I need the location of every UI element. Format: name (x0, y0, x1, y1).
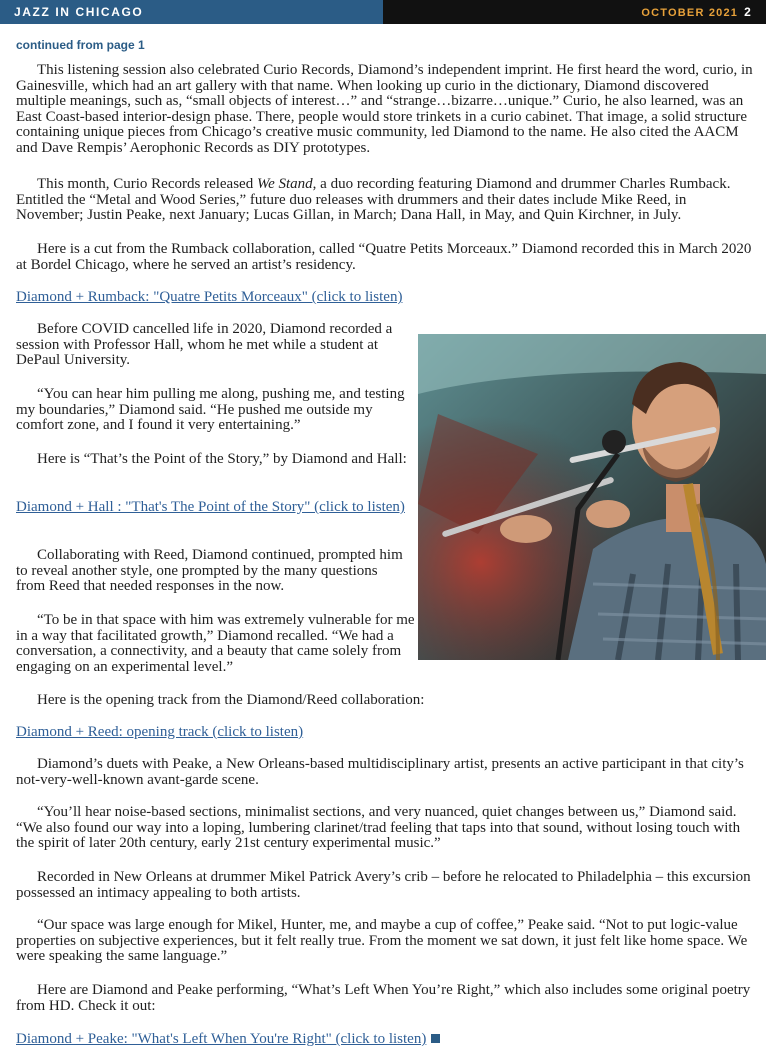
photo-illustration (418, 334, 766, 660)
paragraph-peake-duets: Diamond’s duets with Peake, a New Orleans-based multidisciplinary artist, presents an active participant in that city’s not-very-well-known avant-garde scene. (16, 756, 744, 788)
we-stand-text-before: This month, Curio Records released (37, 176, 257, 192)
paragraph-hall-intro: Here is “That’s the Point of the Story,” by Diamond and Hall: (37, 451, 407, 467)
end-of-article-icon (431, 1034, 440, 1043)
paragraph-hall-session: Before COVID cancelled life in 2020, Diamond recorded a session with Professor Hall, whom he met while a student at DePaul University. (16, 321, 393, 368)
peake-listen-link[interactable]: Diamond + Peake: "What's Left When You're Right" (click to listen) (16, 1031, 427, 1047)
issue-date: OCTOBER 2021 (641, 7, 739, 19)
paragraph-reed-quote: “To be in that space with him was extremely vulnerable for me in a way that facilitated growth,” Diamond recalled. “We had a conversation, a connectivity, and a beauty that came solely from engaging on an experimental level.” (16, 612, 415, 675)
paragraph-hall-quote: “You can hear him pulling me along, pushing me, and testing my boundaries,” Diamond said. “He pushed me outside my comfort zone, and I found it very entertaining.” (16, 386, 405, 433)
paragraph-reed-opening: Here is the opening track from the Diamond/Reed collaboration: (37, 692, 425, 708)
section-title: JAZZ IN CHICAGO (0, 0, 383, 24)
hall-listen-link[interactable]: Diamond + Hall : "That's The Point of the Story" (click to listen) (16, 499, 405, 515)
reed-listen-link[interactable]: Diamond + Reed: opening track (click to listen) (16, 724, 304, 740)
continued-label: continued from page 1 (16, 38, 145, 52)
paragraph-peake-quote: “Our space was large enough for Mikel, Hunter, me, and maybe a cup of coffee,” Peake said. “Not to put logic-value properties on subjective experiences, but it felt really true. From the moment we sat down, it just felt like home space. We were speaking the same language.” (16, 917, 748, 964)
page-header (0, 0, 766, 24)
paragraph-peake-quote-diamond: “You’ll hear noise-based sections, minimalist sections, and very nuanced, quiet changes between us,” Diamond said. “We also found our way into a loping, lumbering clarinet/trad feeling that taps into that sound, without losing touch with the spirit of later 20th century, early 21st century experimental music.” (16, 804, 741, 851)
paragraph-new-orleans: Recorded in New Orleans at drummer Mikel Patrick Avery’s crib – before he relocated to Philadelphia – this excursion possessed an intimacy appealing to both artists. (16, 869, 751, 901)
paragraph-curio-records: This listening session also celebrated Curio Records, Diamond’s independent imprint. He first heard the word, curio, in Gainesville, which had an art gallery with that name. When looking up curio in the dictionary, Diamond discovered multiple meanings, such as, “small objects of interest…” and “strange…bizarre…unique.” Curio, he also learned, was an East Coast-based interior-design phase. There, people would store trinkets in a curio cabinet. That image, a solid structure containing unique pieces from Chicago’s creative music community, led Diamond to the name. He also cited the AACM and Dave Rempis’ Aerophonic Records as DIY prototypes. (16, 62, 753, 156)
paragraph-rumback-cut: Here is a cut from the Rumback collaboration, called “Quatre Petits Morceaux.” Diamond recorded this in March 2020 at Bordel Chicago, where he served an artist’s residency. (16, 241, 752, 273)
rumback-listen-link[interactable]: Diamond + Rumback: "Quatre Petits Morceaux" (click to listen) (16, 289, 403, 305)
peake-link-row (16, 1031, 716, 1048)
album-title: We Stand (256, 176, 313, 192)
we-stand-text-after: , a duo recording featuring Diamond and drummer Charles Rumback. Entitled the “Metal and Wood Series,” future duo releases with drummers and their dates include Mike Reed, in November; Justin Peake, next January; Lucas Gillan, in March; Dana Hall, in May, and Quin Kirchner, in July. (16, 176, 731, 223)
paragraph-reed-style: Collaborating with Reed, Diamond continued, prompted him to reveal another style, one prompted by the many questions from Reed that needed responses in the now. (16, 547, 403, 594)
paragraph-peake-performing: Here are Diamond and Peake performing, “What’s Left When You’re Right,” which also includes some original poetry from HD. Check it out: (16, 982, 751, 1014)
page-number: 2 (744, 5, 752, 19)
paragraph-we-stand (16, 177, 756, 224)
performer-photo (418, 334, 766, 660)
issue-info (383, 0, 766, 24)
